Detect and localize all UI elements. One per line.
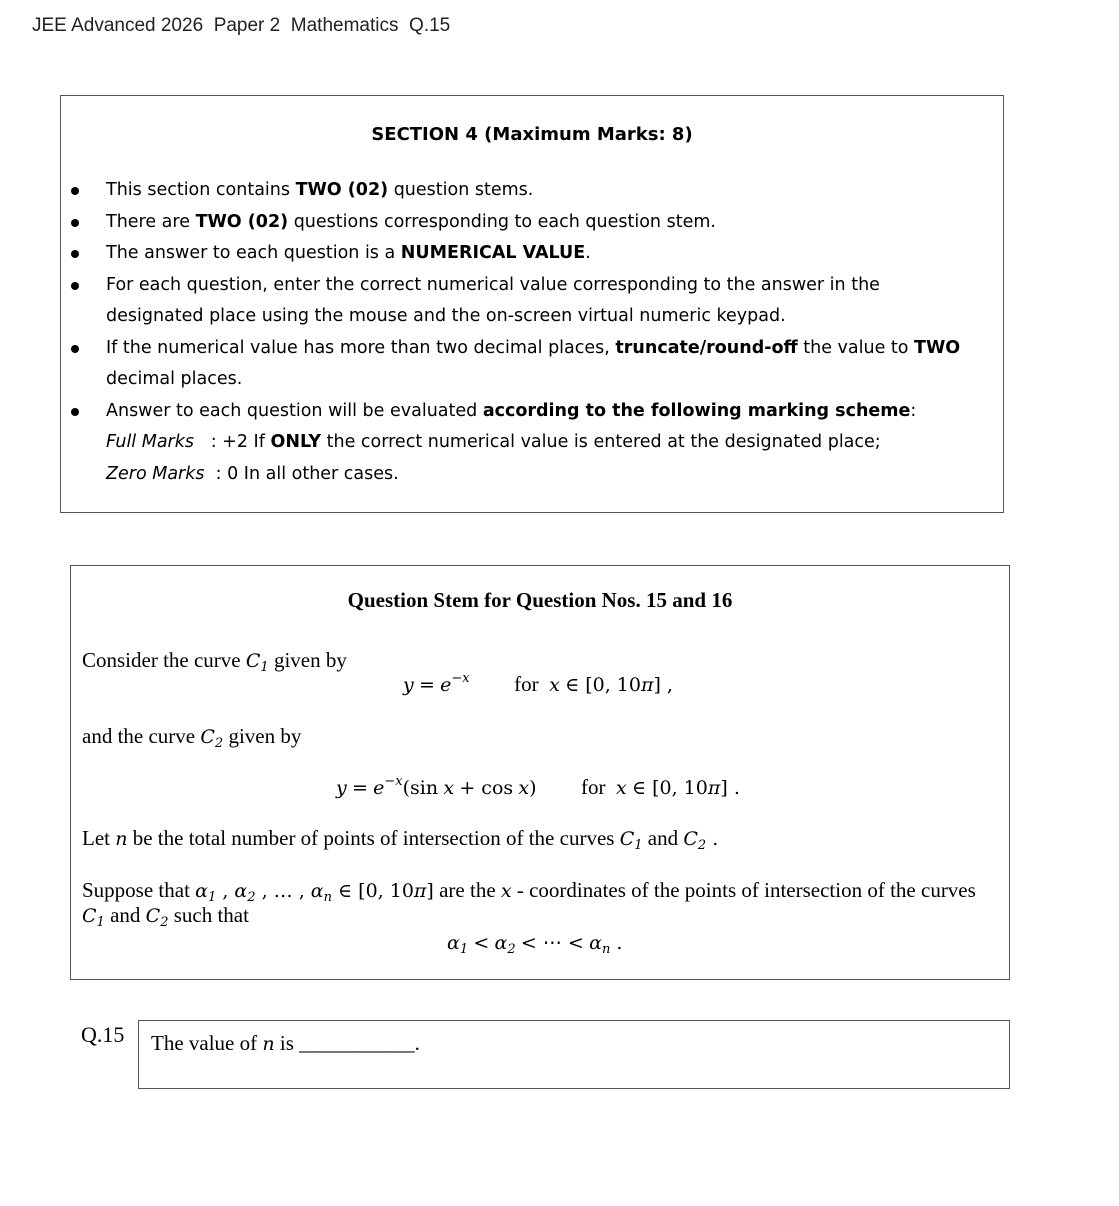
bullet-icon	[71, 282, 79, 290]
instruction-item: If the numerical value has more than two decimal places, truncate/round-off the value to TWO decimal places.	[61, 333, 1005, 396]
instruction-item: Answer to each question will be evaluated according to the following marking scheme: Full Marks : +2 If ONLY the correct numerical value is entered at the designated place; Zero Marks : 0 In all other cases.	[61, 396, 1005, 491]
stem-paragraph: and the curve $C_2$ given by	[82, 724, 302, 751]
question-text: The value of n is ___________.	[151, 1031, 420, 1055]
marking-scheme-zero: Zero Marks : 0 In all other cases.	[106, 463, 399, 484]
stem-paragraph: Let n be the total number of points of intersection of the curves $C_1$ and $C_2$ .	[82, 826, 719, 853]
bullet-icon	[71, 187, 79, 195]
bullet-icon	[71, 345, 79, 353]
stem-paragraph: $C_1$ and $C_2$ such that	[82, 903, 249, 930]
bullet-icon	[71, 250, 79, 258]
stem-paragraph: Suppose that $\alpha_1$ , $\alpha_2$ , … , $\alpha_n$ ∈ [0, 10π] are the x - coordinates of the points of intersection of the curves	[82, 878, 976, 905]
question-number: Q.15	[81, 1022, 125, 1047]
bullet-icon	[71, 408, 79, 416]
instruction-list	[61, 175, 1005, 490]
bullet-icon	[71, 219, 79, 227]
equation-curve-1: $y = e^{-x}$ for x ∈ [0, 10π] ,	[403, 671, 673, 696]
section-title: SECTION 4 (Maximum Marks: 8)	[371, 124, 693, 145]
instruction-item: The answer to each question is a NUMERICAL VALUE.	[61, 238, 1005, 270]
instruction-item: This section contains TWO (02) question stems.	[61, 175, 1005, 207]
page-header: JEE Advanced 2026 Paper 2 Mathematics Q.15	[32, 15, 451, 36]
instruction-item: For each question, enter the correct numerical value corresponding to the answer in the designated place using the mouse and the on-screen virtual numeric keypad.	[61, 270, 1005, 333]
question-box	[138, 1020, 1010, 1089]
equation-ordering: $\alpha_1 < \alpha_2$ < ⋯ < $\alpha_n$ .	[447, 932, 623, 957]
equation-curve-2: $y = e^{-x}(\sin$ x + cos x) for x ∈ [0, 10π] .	[336, 774, 740, 799]
stem-paragraph: Consider the curve $C_1$ given by	[82, 648, 347, 675]
stem-title: Question Stem for Question Nos. 15 and 16	[347, 588, 733, 612]
section-instructions-box	[60, 95, 1004, 513]
question-stem-box	[70, 565, 1010, 980]
marking-scheme-full: Full Marks : +2 If ONLY the correct numerical value is entered at the designated place;	[106, 432, 881, 452]
instruction-item: There are TWO (02) questions corresponding to each question stem.	[61, 207, 1005, 239]
